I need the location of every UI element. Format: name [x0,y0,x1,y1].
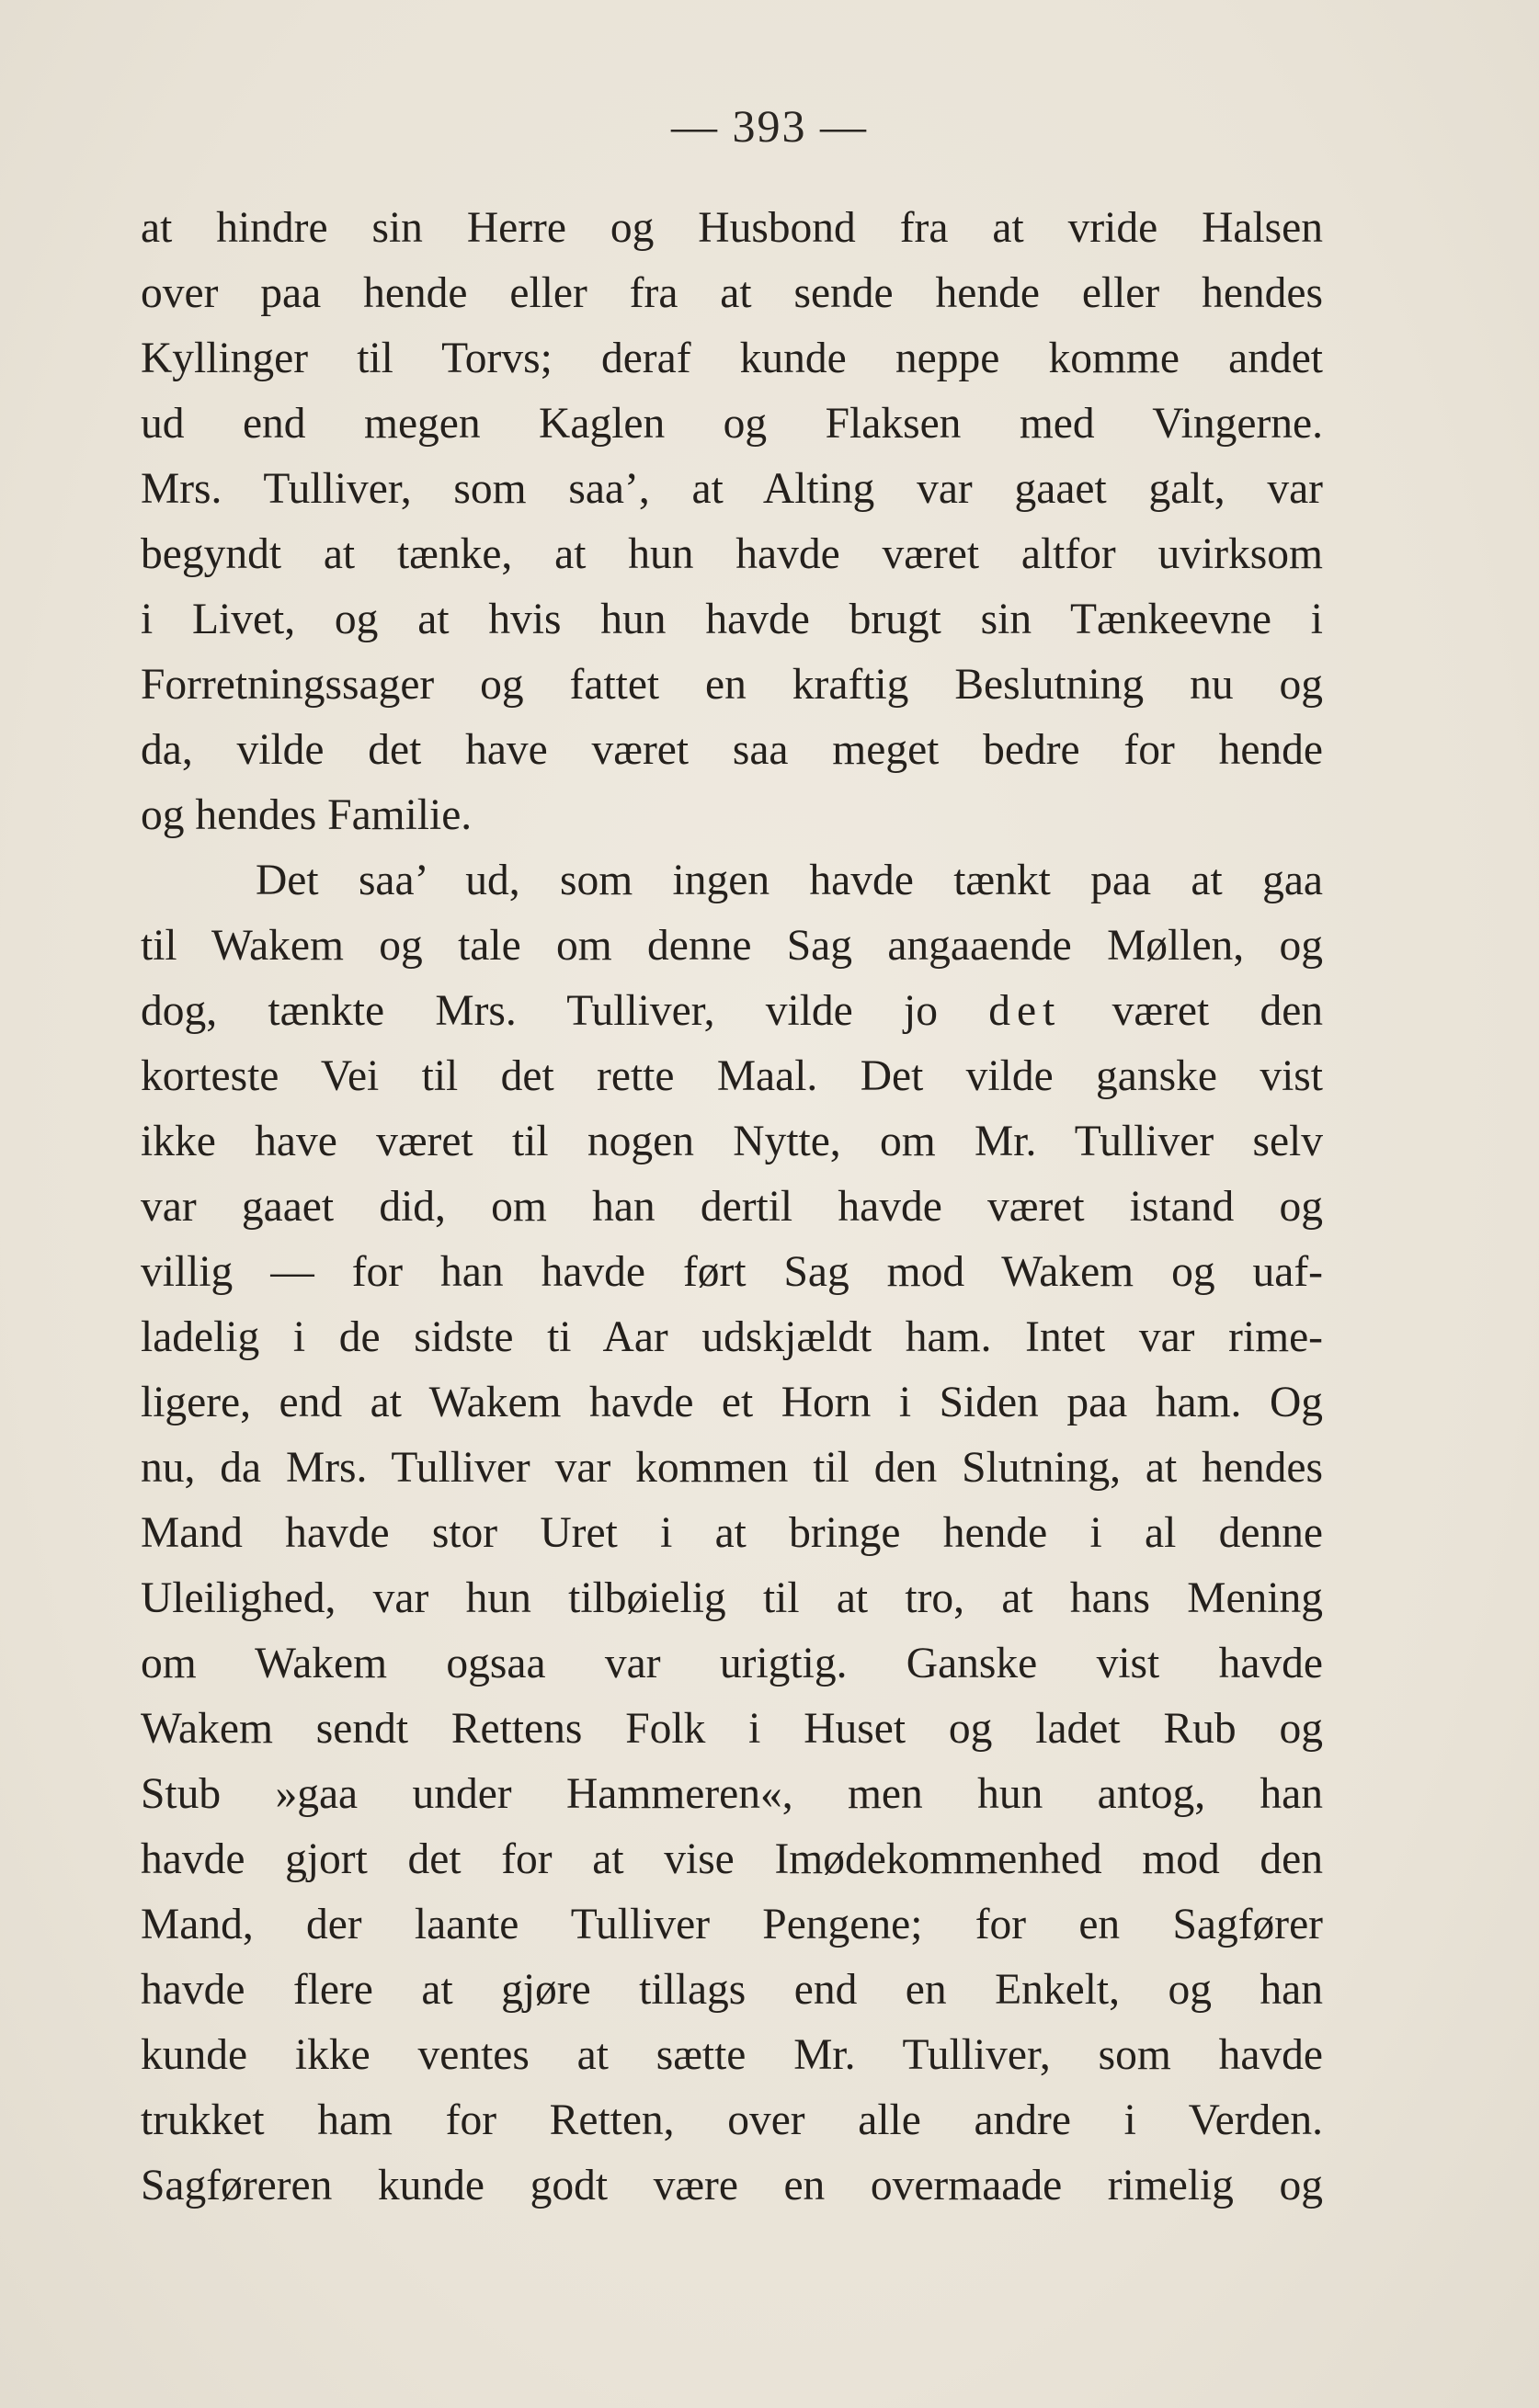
text-line: havde flere at gjøre tillags end en Enkelt, og han [141,1966,1323,2014]
text-line: Stub »gaa under Hammeren«, men hun antog, han [141,1770,1323,1818]
text-line: ligere, end at Wakem havde et Horn i Siden paa ham. Og [141,1379,1323,1426]
text-line: begyndt at tænke, at hun havde været altfor uvirksom [141,530,1323,578]
text-line: at hindre sin Herre og Husbond fra at vride Halsen [141,204,1323,252]
text-line: i Livet, og at hvis hun havde brugt sin Tænkeevne i [141,596,1323,643]
text-line: kunde ikke ventes at sætte Mr. Tulliver, som havde [141,2031,1323,2079]
text-line: trukket ham for Retten, over alle andre i Verden. [141,2096,1323,2144]
text-line: og hendes Familie. [141,791,473,839]
text-line: Uleilighed, var hun tilbøielig til at tro, at hans Mening [141,1574,1323,1622]
text-line: Mand havde stor Uret i at bringe hende i al denne [141,1509,1323,1557]
emphasized-word: det [988,987,1062,1035]
text-line: til Wakem og tale om denne Sag angaaende Møllen, og [141,922,1323,970]
text-line: Mand, der laante Tulliver Pengene; for en Sagfører [141,1901,1323,1948]
text-line: Kyllinger til Torvs; deraf kunde neppe komme andet [141,335,1323,382]
text-line: over paa hende eller fra at sende hende eller hendes [141,269,1323,317]
text-line [141,979,1323,1044]
text-line: nu, da Mrs. Tulliver var kommen til den Slutning, at hendes [141,1444,1323,1492]
text-line: villig — for han havde ført Sag mod Wakem og uaf- [141,1248,1323,1296]
page-number: — 393 — [671,100,868,152]
text-line: Det saa’ ud, som ingen havde tænkt paa at gaa [256,857,1323,904]
text-line: Wakem sendt Rettens Folk i Huset og ladet Rub og [141,1705,1323,1753]
text-line: korteste Vei til det rette Maal. Det vilde ganske vist [141,1052,1323,1100]
text-line: var gaaet did, om han dertil havde været istand og [141,1183,1323,1231]
text-line: Mrs. Tulliver, som saa’, at Alting var gaaet galt, var [141,465,1323,513]
text-line: ladelig i de sidste ti Aar udskjældt ham. Intet var rime- [141,1313,1323,1361]
text-line: havde gjort det for at vise Imødekommenhed mod den [141,1835,1323,1883]
text-line: Forretningssager og fattet en kraftig Beslutning nu og [141,661,1323,709]
text-line: om Wakem ogsaa var urigtig. Ganske vist havde [141,1640,1323,1687]
text-line: ikke have været til nogen Nytte, om Mr. Tulliver selv [141,1118,1323,1165]
text-line: Sagføreren kunde godt være en overmaade rimelig og [141,2162,1323,2209]
text-line: ud end megen Kaglen og Flaksen med Vingerne. [141,400,1323,448]
text-line: da, vilde det have været saa meget bedre for hende [141,726,1323,774]
text-segment: været den [1112,987,1323,1035]
body-text [141,196,1323,2219]
text-segment: dog, tænkte Mrs. Tulliver, vilde jo [141,987,938,1035]
